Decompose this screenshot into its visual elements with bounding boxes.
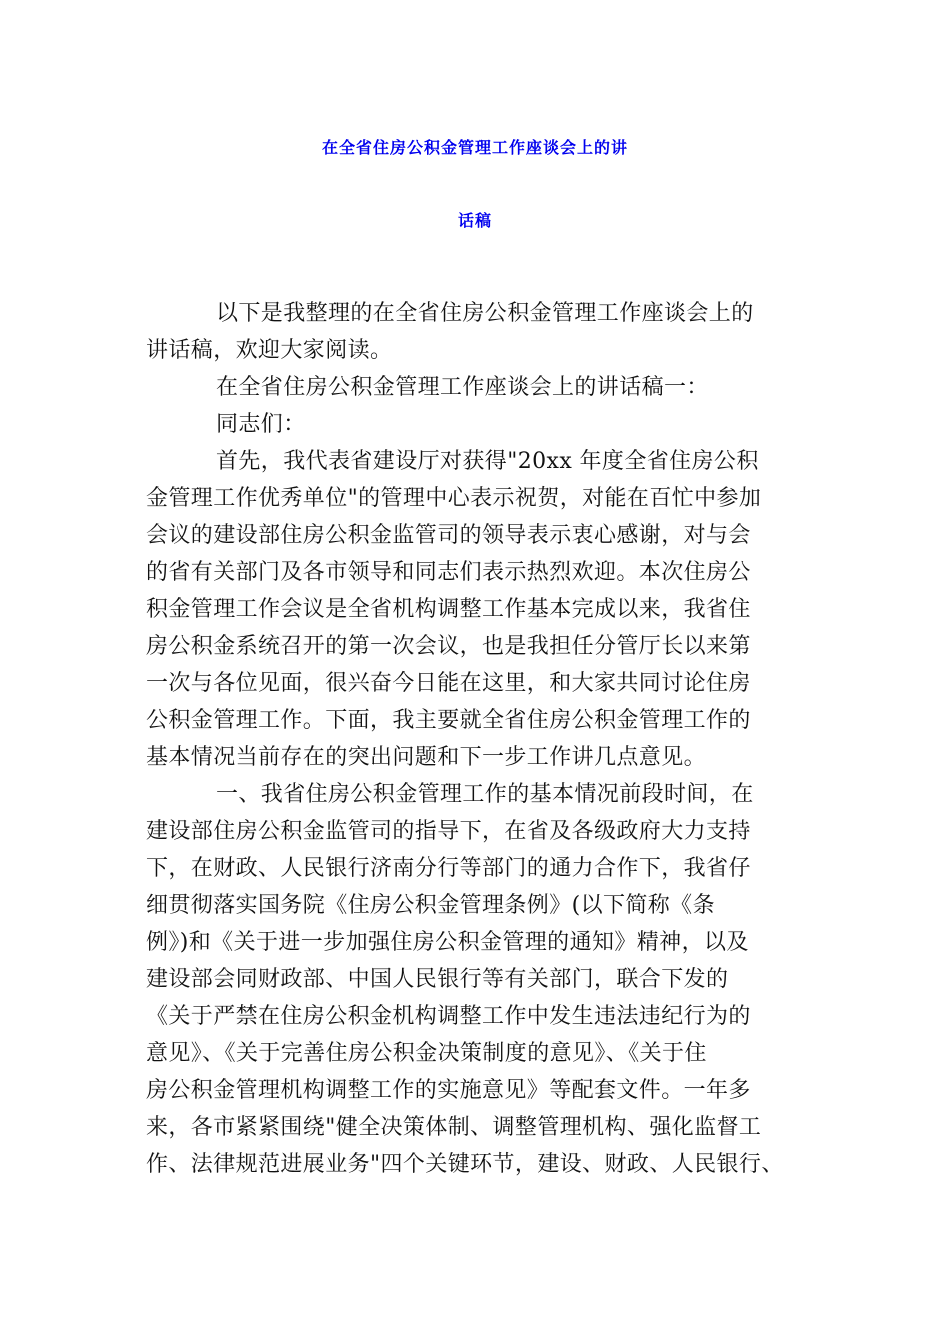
paragraph-line: 金管理工作优秀单位"的管理中心表示祝贺，对能在百忙中参加 <box>146 486 762 511</box>
paragraph-line: 以下是我整理的在全省住房公积金管理工作座谈会上的 <box>216 301 754 326</box>
paragraph-line: 下，在财政、人民银行济南分行等部门的通力合作下，我省仔 <box>146 856 751 881</box>
paragraph-line: 一次与各位见面，很兴奋今日能在这里，和大家共同讨论住房 <box>146 671 751 696</box>
paragraph-line: 例》)和《关于进一步加强住房公积金管理的通知》精神，以及 <box>146 930 749 955</box>
paragraph-line: 《关于严禁在住房公积金机构调整工作中发生违法违纪行为的 <box>146 1004 751 1029</box>
paragraph-line: 公积金管理工作。下面，我主要就全省住房公积金管理工作的 <box>146 708 751 733</box>
paragraph-line: 的省有关部门及各市领导和同志们表示热烈欢迎。本次住房公 <box>146 560 751 585</box>
paragraph-line: 讲话稿，欢迎大家阅读。 <box>146 338 393 363</box>
paragraph-line: 会议的建设部住房公积金监管司的领导表示衷心感谢，对与会 <box>146 523 751 548</box>
paragraph-line: 房公积金系统召开的第一次会议，也是我担任分管厅长以来第 <box>146 634 751 659</box>
paragraph-line: 意见》、《关于完善住房公积金决策制度的意见》、《关于住 <box>146 1041 707 1066</box>
document-title-line-2: 话稿 <box>457 211 492 230</box>
paragraph-line: 首先，我代表省建设厅对获得"20xx 年度全省住房公积 <box>216 449 759 474</box>
paragraph-line: 基本情况当前存在的突出问题和下一步工作讲几点意见。 <box>146 745 707 770</box>
paragraph-line: 作、法律规范进展业务"四个关键环节，建设、财政、人民银行、 <box>146 1152 784 1177</box>
paragraph-line: 房公积金管理机构调整工作的实施意见》等配套文件。一年多 <box>146 1078 751 1103</box>
document-title-line-1: 在全省住房公积金管理工作座谈会上的讲 <box>321 138 628 157</box>
paragraph-line: 来，各市紧紧围绕"健全决策体制、调整管理机构、强化监督工 <box>146 1115 762 1140</box>
paragraph-line: 建设部会同财政部、中国人民银行等有关部门，联合下发的 <box>146 967 729 992</box>
paragraph-line: 在全省住房公积金管理工作座谈会上的讲话稿一： <box>216 375 709 400</box>
paragraph-line: 一、我省住房公积金管理工作的基本情况前段时间，在 <box>216 782 754 807</box>
paragraph-line: 建设部住房公积金监管司的指导下，在省及各级政府大力支持 <box>146 819 751 844</box>
paragraph-line: 细贯彻落实国务院《住房公积金管理条例》(以下简称《条 <box>146 893 715 918</box>
paragraph-line: 同志们： <box>216 412 306 437</box>
paragraph-line: 积金管理工作会议是全省机构调整工作基本完成以来，我省住 <box>146 597 751 622</box>
